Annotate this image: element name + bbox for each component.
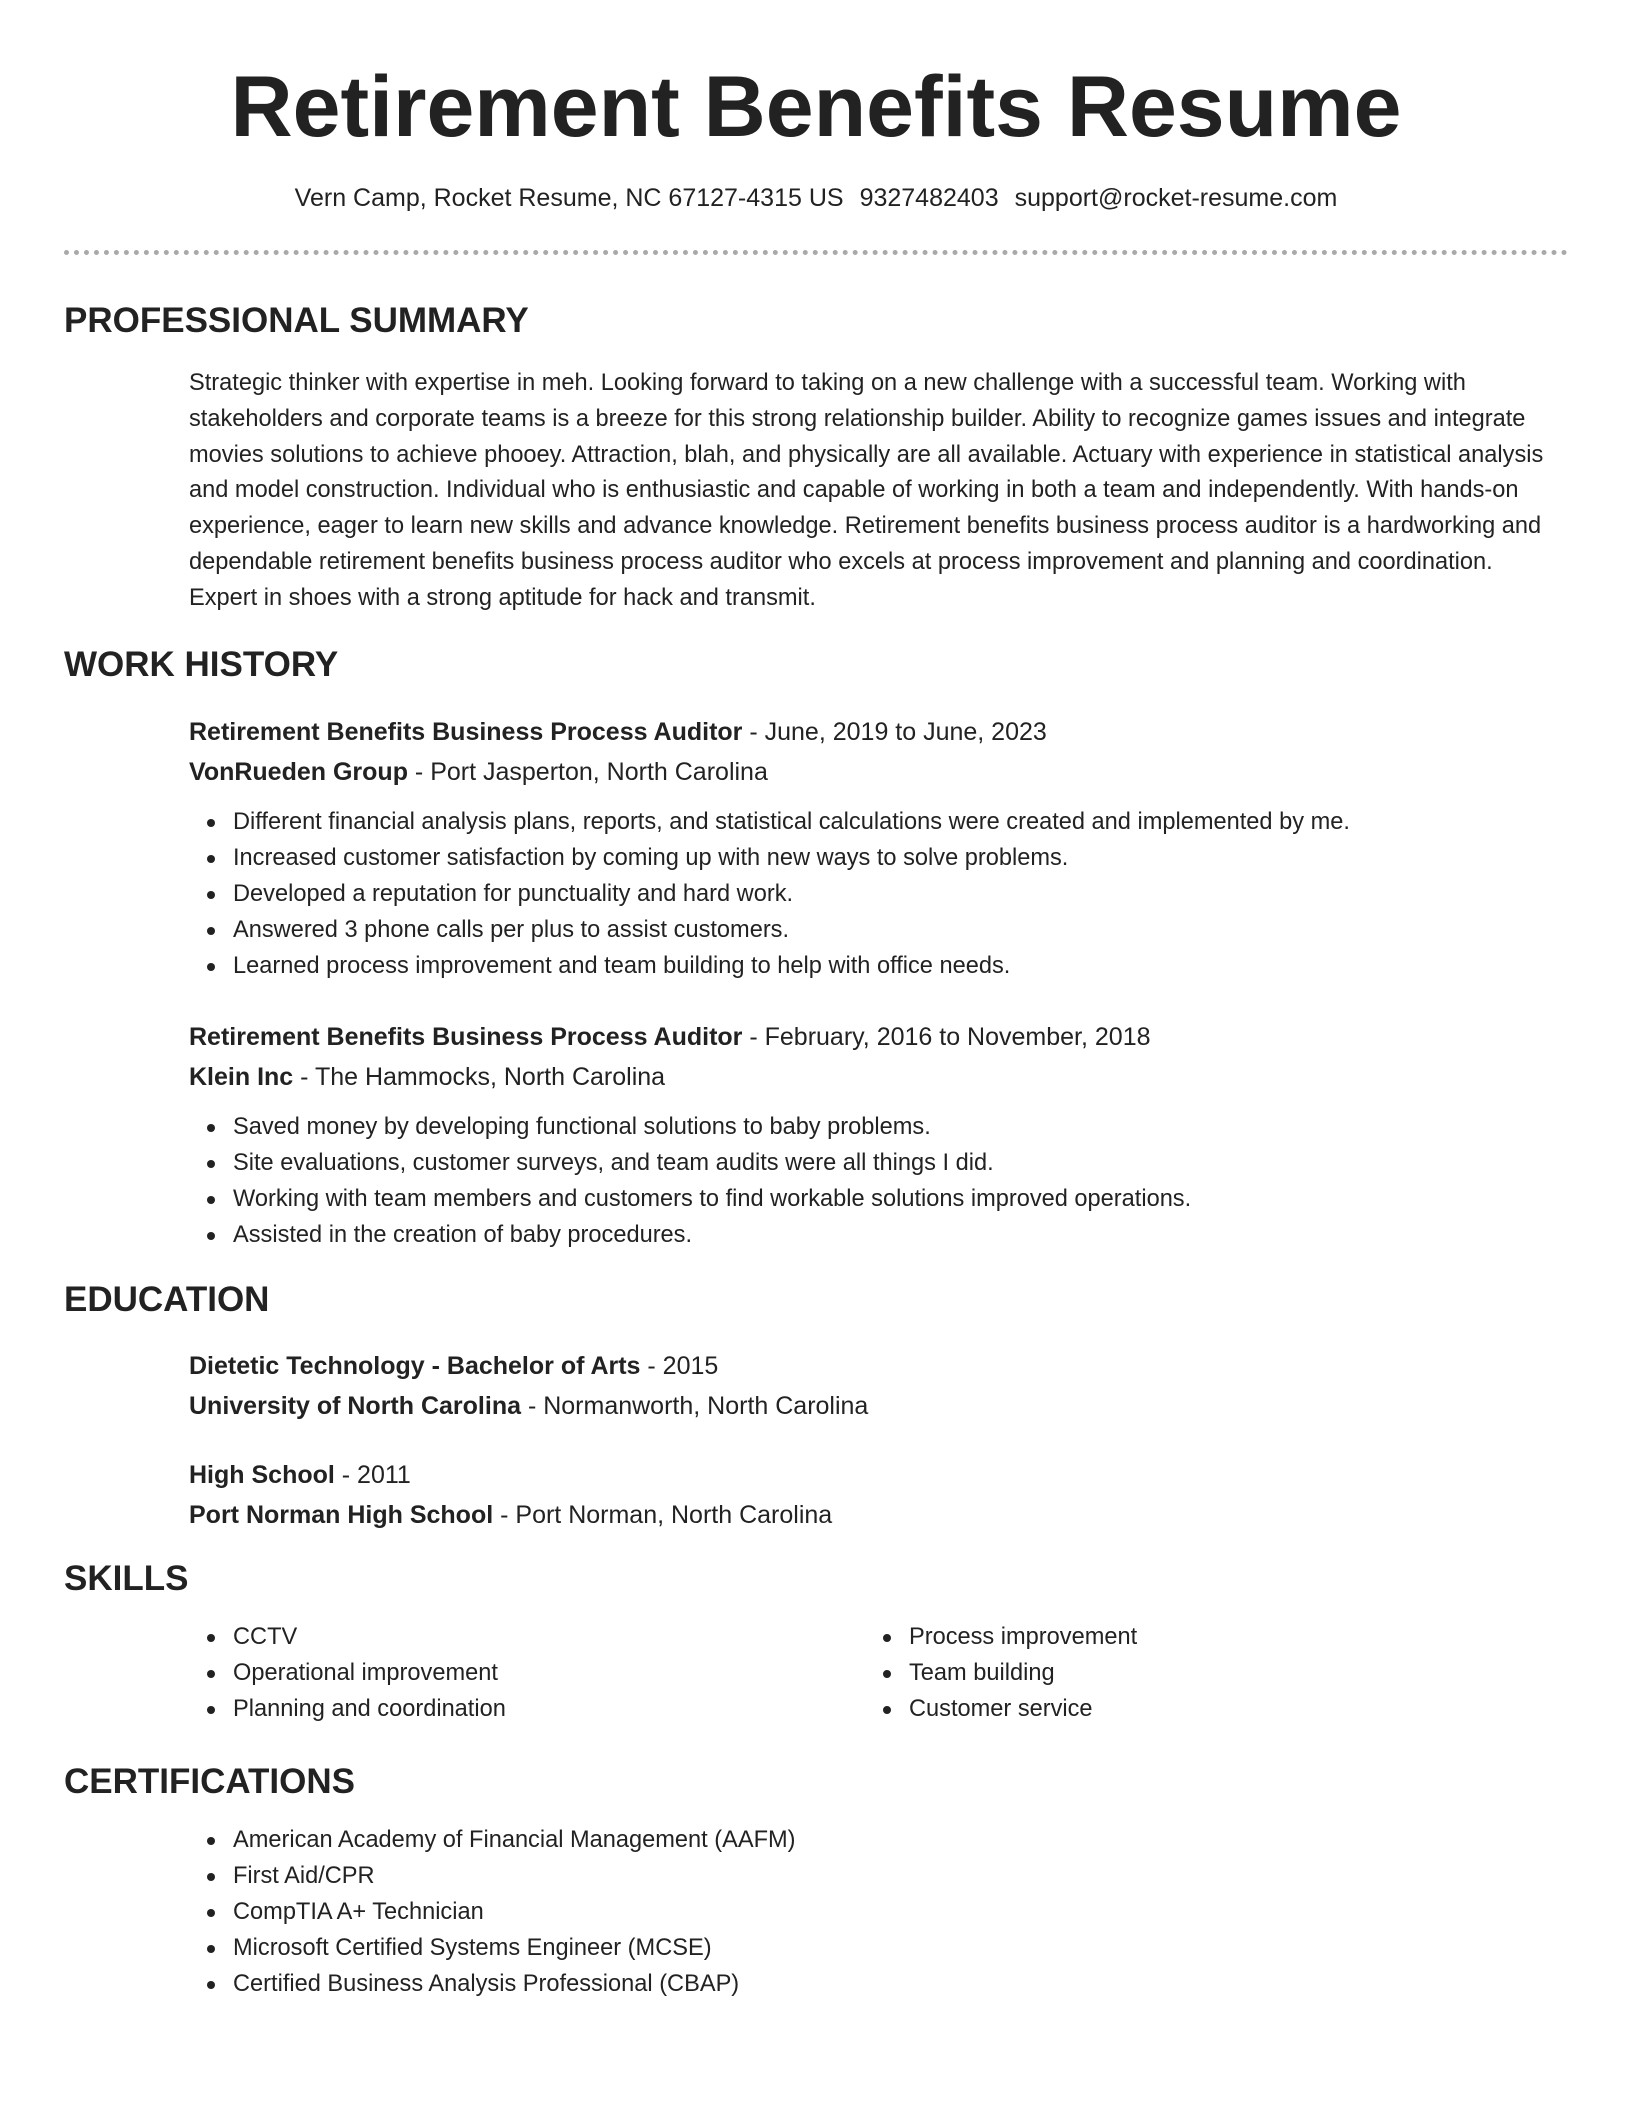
resume-title: Retirement Benefits Resume (230, 59, 1402, 155)
job-title-line (189, 712, 1549, 752)
certifications-list (189, 1822, 1549, 2002)
list-item: CompTIA A+ Technician (189, 1894, 1549, 1930)
summary-text: Strategic thinker with expertise in meh. Looking forward to taking on a new challenge with a successful team. Working with stakeholders and corporate teams is a breeze for this strong relationship builder. Ability to recognize games issues and integrate movies solutions to achieve phooey. Attraction, blah, and physically are all available. Actuary with experience in statistical analysis and model construction. Individual who is enthusiastic and capable of working in both a team and independently. With hands-on experience, eager to learn new skills and advance knowledge. Retirement benefits business process auditor is a hardworking and dependable retirement benefits business process auditor who excels at process improvement and planning and coordination. Expert in shoes with a strong aptitude for hack and transmit. (189, 370, 1544, 611)
list-item: Different financial analysis plans, reports, and statistical calculations were created and implemented by me. (189, 804, 1549, 840)
job-bullets (189, 1109, 1549, 1253)
list-item: Learned process improvement and team building to help with office needs. (189, 948, 1549, 984)
list-item: Microsoft Certified Systems Engineer (MCSE) (189, 1930, 1549, 1966)
job-location: - Port Jasperton, North Carolina (407, 758, 768, 786)
job-dates: - June, 2019 to June, 2023 (742, 718, 1047, 746)
education-degree: Dietetic Technology - Bachelor of Arts (189, 1352, 641, 1380)
list-item: Developed a reputation for punctuality and hard work. (189, 876, 1549, 912)
list-item: American Academy of Financial Management (AAFM) (189, 1822, 1549, 1858)
list-item: Customer service (865, 1691, 1525, 1727)
education-degree: High School (189, 1461, 335, 1489)
list-item: First Aid/CPR (189, 1858, 1549, 1894)
job-company: VonRueden Group (189, 758, 408, 786)
job-dates: - February, 2016 to November, 2018 (742, 1023, 1151, 1051)
education-degree-line (189, 1455, 1549, 1495)
list-item: Certified Business Analysis Professional (CBAP) (189, 1966, 1549, 2002)
job-title-line (189, 1017, 1549, 1057)
education-year: - 2011 (334, 1461, 411, 1489)
education-school-line (189, 1386, 1549, 1426)
skills-column-left (189, 1619, 849, 1727)
skills-column-right (865, 1619, 1525, 1727)
section-title-certifications: CERTIFICATIONS (64, 1762, 356, 1801)
job-title: Retirement Benefits Business Process Auditor (189, 718, 743, 746)
education-location: - Port Norman, North Carolina (493, 1501, 833, 1529)
contact-address: Vern Camp, Rocket Resume, NC 67127-4315 US (294, 184, 844, 212)
job-company-line (189, 1057, 1549, 1097)
section-title-work-history: WORK HISTORY (64, 645, 339, 684)
list-item: Planning and coordination (189, 1691, 849, 1727)
job-entry (189, 1017, 1549, 1253)
job-location: - The Hammocks, North Carolina (293, 1063, 666, 1091)
education-location: - Normanworth, North Carolina (521, 1392, 869, 1420)
section-title-skills: SKILLS (64, 1559, 189, 1598)
education-year: - 2015 (640, 1352, 719, 1380)
list-item: CCTV (189, 1619, 849, 1655)
list-item: Operational improvement (189, 1655, 849, 1691)
header-divider (64, 250, 1568, 255)
section-title-education: EDUCATION (64, 1280, 270, 1319)
job-company: Klein Inc (189, 1063, 294, 1091)
skills-list (865, 1619, 1525, 1727)
list-item: Working with team members and customers to find workable solutions improved operations. (189, 1181, 1549, 1217)
skills-list (189, 1619, 849, 1727)
contact-phone: 9327482403 (859, 184, 999, 212)
education-entry (189, 1346, 1549, 1426)
education-degree-line (189, 1346, 1549, 1386)
job-title: Retirement Benefits Business Process Auditor (189, 1023, 743, 1051)
contact-email: support@rocket-resume.com (1014, 184, 1338, 212)
list-item: Answered 3 phone calls per plus to assist customers. (189, 912, 1549, 948)
list-item: Team building (865, 1655, 1525, 1691)
education-entry (189, 1455, 1549, 1535)
job-entry (189, 712, 1549, 984)
list-item: Site evaluations, customer surveys, and team audits were all things I did. (189, 1145, 1549, 1181)
contact-line (0, 180, 1632, 216)
education-school: Port Norman High School (189, 1501, 494, 1529)
education-school-line (189, 1495, 1549, 1535)
certifications-block (189, 1822, 1549, 2002)
job-bullets (189, 804, 1549, 984)
list-item: Saved money by developing functional solutions to baby problems. (189, 1109, 1549, 1145)
list-item: Assisted in the creation of baby procedures. (189, 1217, 1549, 1253)
job-company-line (189, 752, 1549, 792)
list-item: Process improvement (865, 1619, 1525, 1655)
section-title-summary: PROFESSIONAL SUMMARY (64, 301, 529, 340)
list-item: Increased customer satisfaction by coming up with new ways to solve problems. (189, 840, 1549, 876)
education-school: University of North Carolina (189, 1392, 521, 1420)
